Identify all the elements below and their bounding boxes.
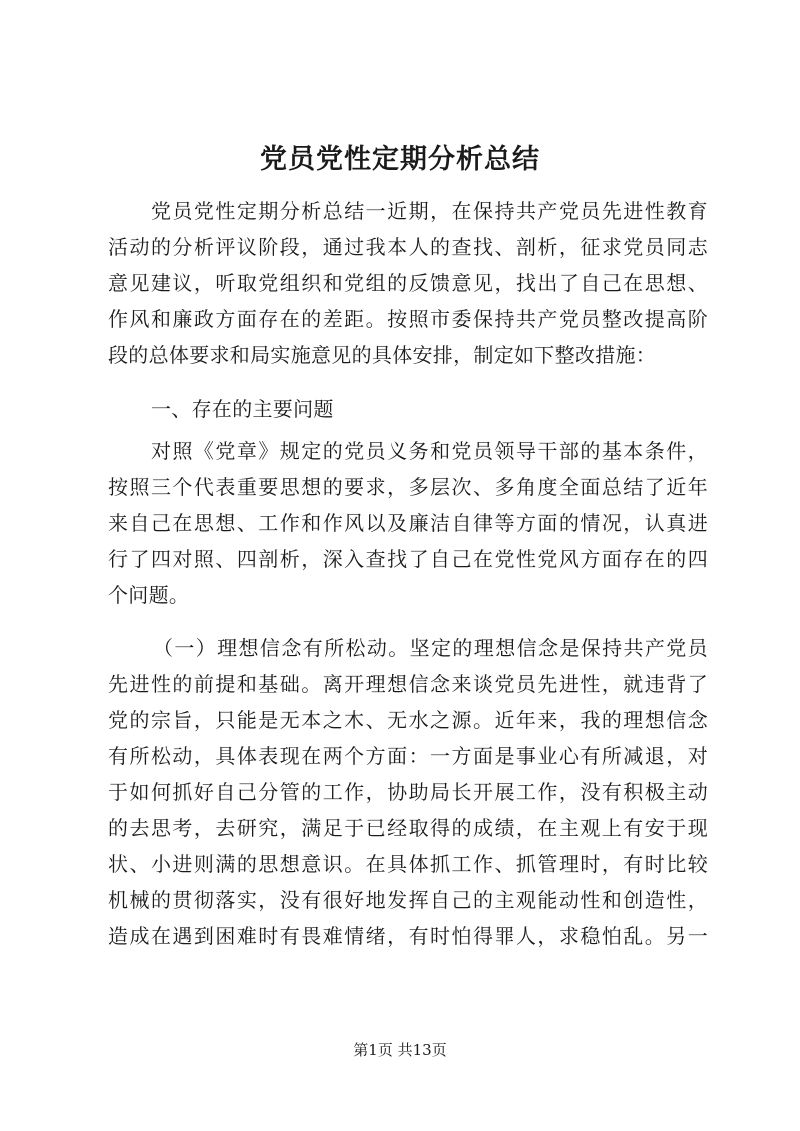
paragraph-line: 来自己在思想、工作和作风以及廉洁自律等方面的情况，认真进 — [108, 511, 708, 535]
paragraph-line: 作风和廉政方面存在的差距。按照市委保持共产党员整改提高阶 — [108, 307, 708, 331]
paragraph-line: 活动的分析评议阶段，通过我本人的查找、剖析，征求党员同志 — [108, 235, 708, 259]
paragraph-line: 段的总体要求和局实施意见的具体安排，制定如下整改措施： — [108, 343, 657, 367]
paragraph-line: 状、小进则满的思想意识。在具体抓工作、抓管理时，有时比较 — [108, 852, 708, 876]
paragraph-line: 有所松动，具体表现在两个方面：一方面是事业心有所减退，对 — [108, 744, 708, 768]
paragraph-line: 造成在遇到困难时有畏难情绪，有时怕得罪人，求稳怕乱。另一 — [108, 924, 708, 948]
paragraph-line: 对照《党章》规定的党员义务和党员领导干部的基本条件， — [151, 439, 708, 463]
paragraph-line: 行了四对照、四剖析，深入查找了自己在党性党风方面存在的四 — [108, 547, 708, 571]
paragraph-line: 于如何抓好自己分管的工作，协助局长开展工作，没有积极主动 — [108, 780, 708, 804]
page-footer: 第1页 共13页 — [353, 1041, 447, 1059]
paragraph-line: 意见建议，听取党组织和党组的反馈意见，找出了自己在思想、 — [108, 271, 708, 295]
paragraph-line: 的去思考，去研究，满足于已经取得的成绩，在主观上有安于现 — [108, 816, 708, 840]
paragraph-line: 个问题。 — [108, 583, 190, 607]
paragraph-line: 机械的贯彻落实，没有很好地发挥自己的主观能动性和创造性， — [108, 888, 708, 912]
paragraph-line: （一）理想信念有所松动。坚定的理想信念是保持共产党员 — [153, 636, 708, 660]
document-title: 党员党性定期分析总结 — [260, 144, 540, 175]
paragraph-line: 先进性的前提和基础。离开理想信念来谈党员先进性，就违背了 — [108, 672, 708, 696]
section-heading: 一、存在的主要问题 — [151, 397, 334, 421]
paragraph-line: 按照三个代表重要思想的要求，多层次、多角度全面总结了近年 — [108, 475, 708, 499]
paragraph-line: 党的宗旨，只能是无本之木、无水之源。近年来，我的理想信念 — [108, 708, 708, 732]
paragraph-line: 党员党性定期分析总结一近期，在保持共产党员先进性教育 — [151, 199, 708, 223]
